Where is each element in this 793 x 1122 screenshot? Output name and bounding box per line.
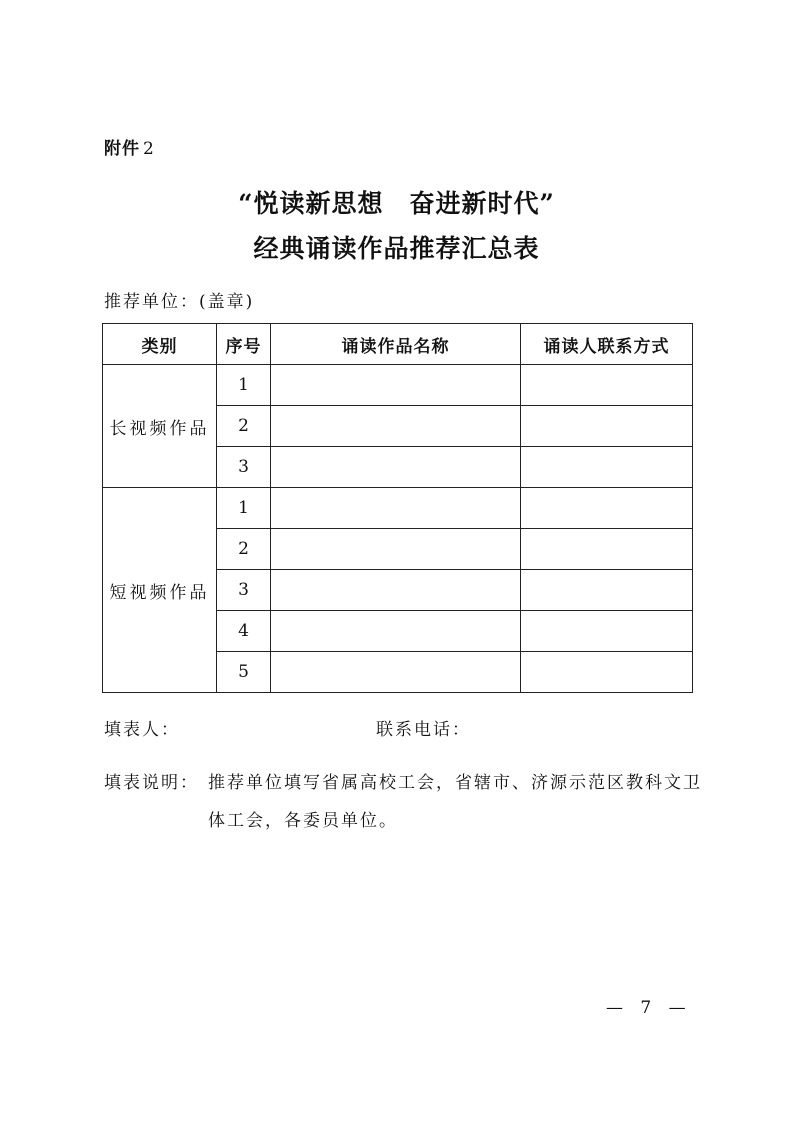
contact-cell[interactable] — [521, 529, 693, 570]
contact-cell[interactable] — [521, 570, 693, 611]
contact-cell[interactable] — [521, 365, 693, 406]
header-work-name: 诵读作品名称 — [271, 324, 521, 365]
work-name-cell[interactable] — [271, 570, 521, 611]
header-contact: 诵读人联系方式 — [521, 324, 693, 365]
attachment-text: 附件 — [104, 139, 140, 159]
attachment-number: 2 — [143, 139, 155, 159]
contact-cell[interactable] — [521, 652, 693, 693]
serial-cell: 1 — [217, 488, 271, 529]
work-name-cell[interactable] — [271, 406, 521, 447]
header-serial: 序号 — [217, 324, 271, 365]
category-long-video: 长视频作品 — [103, 365, 217, 488]
phone-label: 联系电话： — [376, 720, 471, 740]
table-row — [103, 488, 693, 529]
fill-instructions — [104, 764, 704, 840]
serial-cell: 3 — [217, 570, 271, 611]
contact-cell[interactable] — [521, 447, 693, 488]
page-number: — 7 — — [606, 998, 692, 1018]
serial-cell: 5 — [217, 652, 271, 693]
work-name-cell[interactable] — [271, 652, 521, 693]
serial-cell: 3 — [217, 447, 271, 488]
work-name-cell[interactable] — [271, 611, 521, 652]
contact-cell[interactable] — [521, 488, 693, 529]
contact-cell[interactable] — [521, 611, 693, 652]
serial-cell: 1 — [217, 365, 271, 406]
header-category: 类别 — [103, 324, 217, 365]
serial-cell: 4 — [217, 611, 271, 652]
recommending-unit-label: 推荐单位：(盖章) — [104, 292, 255, 312]
note-text: 推荐单位填写省属高校工会，省辖市、济源示范区教科文卫体工会，各委员单位。 — [208, 773, 702, 831]
summary-table — [102, 323, 693, 693]
work-name-cell[interactable] — [271, 447, 521, 488]
serial-cell: 2 — [217, 406, 271, 447]
table-header-row — [103, 324, 693, 365]
page-title-line2: 经典诵读作品推荐汇总表 — [253, 234, 540, 263]
category-short-video: 短视频作品 — [103, 488, 217, 693]
table-row — [103, 365, 693, 406]
attachment-label — [104, 134, 155, 159]
work-name-cell[interactable] — [271, 488, 521, 529]
serial-cell: 2 — [217, 529, 271, 570]
note-label: 填表说明： — [104, 773, 199, 793]
work-name-cell[interactable] — [271, 365, 521, 406]
filler-label: 填表人： — [104, 720, 180, 740]
page-title-line1: “悦读新思想 奋进新时代” — [238, 189, 555, 218]
contact-cell[interactable] — [521, 406, 693, 447]
work-name-cell[interactable] — [271, 529, 521, 570]
